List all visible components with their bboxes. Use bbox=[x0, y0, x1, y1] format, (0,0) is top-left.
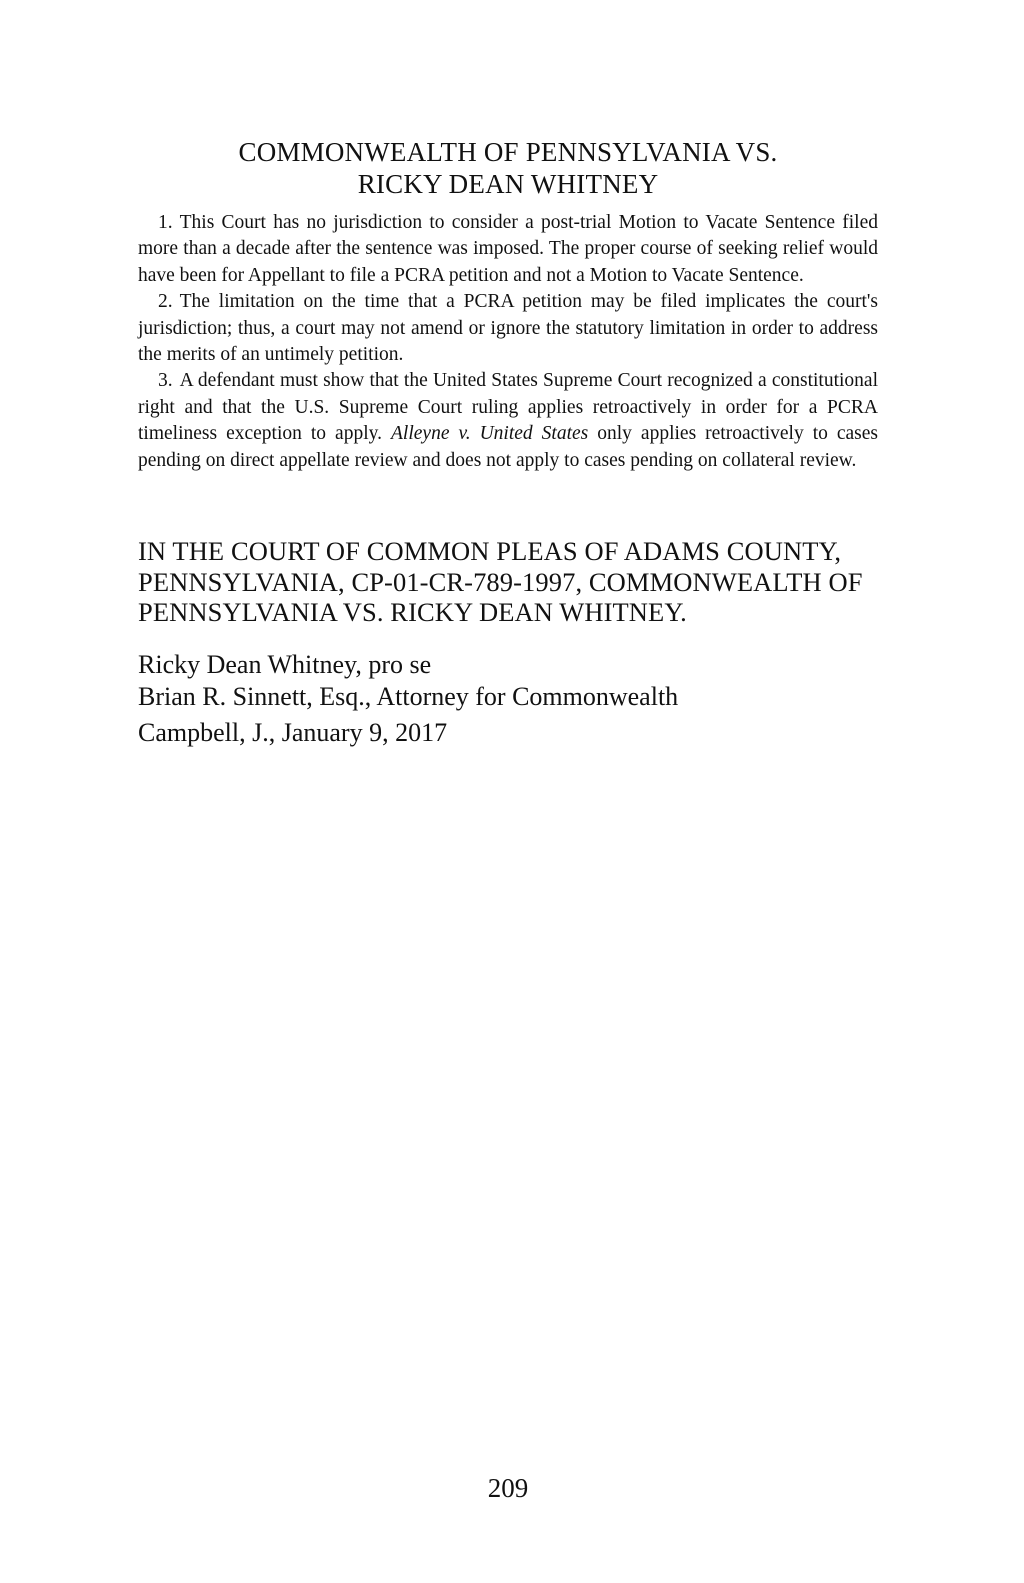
headnote-2 bbox=[138, 289, 878, 368]
headnote-text: This Court has no jurisdiction to consider a post-trial Motion to Vacate Sentence filed more than a decade after the sentence was imposed. The proper course of seeking relief would have been for Appellant to file a PCRA petition and not a Motion to Vacate Sentence. bbox=[138, 212, 878, 286]
case-title-line-2: RICKY DEAN WHITNEY bbox=[357, 169, 659, 199]
case-citation: Alleyne v. United States bbox=[391, 423, 589, 445]
case-title bbox=[138, 136, 878, 200]
headnote-number: 1. bbox=[158, 212, 173, 233]
headnotes bbox=[138, 210, 878, 474]
counsel-commonwealth: Brian R. Sinnett, Esq., Attorney for Commonwealth bbox=[138, 682, 679, 711]
counsel-defendant: Ricky Dean Whitney, pro se bbox=[138, 650, 432, 679]
headnote-number: 3. bbox=[158, 370, 173, 392]
case-title-line-1: COMMONWEALTH OF PENNSYLVANIA VS. bbox=[238, 137, 778, 167]
headnote-number: 2. bbox=[158, 291, 173, 313]
court-caption: IN THE COURT OF COMMON PLEAS OF ADAMS COUNTY, PENNSYLVANIA, CP-01-CR-789-1997, COMMONWEALTH OF PENNSYLVANIA VS. RICKY DEAN WHITNEY. bbox=[138, 536, 863, 627]
headnote-text: The limitation on the time that a PCRA petition may be filed implicates the court's jurisdiction; thus, a court may not amend or ignore the statutory limitation in order to address the merits of an untimely petition. bbox=[138, 291, 878, 366]
headnote-text: A defendant must show that the United States Supreme Court recognized a constitutional right and that the U.S. Supreme Court ruling applies retroactively in order for a PCRA timeliness exception to apply. bbox=[138, 370, 878, 445]
counsel-list bbox=[138, 649, 878, 713]
page-number: 209 bbox=[487, 1473, 529, 1503]
headnote-1 bbox=[138, 210, 878, 289]
headnote-text-continued: only applies retroactively to cases pending on direct appellate review and does not apply to cases pending on collateral review. bbox=[138, 423, 879, 471]
document-page bbox=[138, 0, 878, 1583]
judge-and-date: Campbell, J., January 9, 2017 bbox=[138, 718, 448, 747]
headnote-3 bbox=[138, 368, 878, 474]
